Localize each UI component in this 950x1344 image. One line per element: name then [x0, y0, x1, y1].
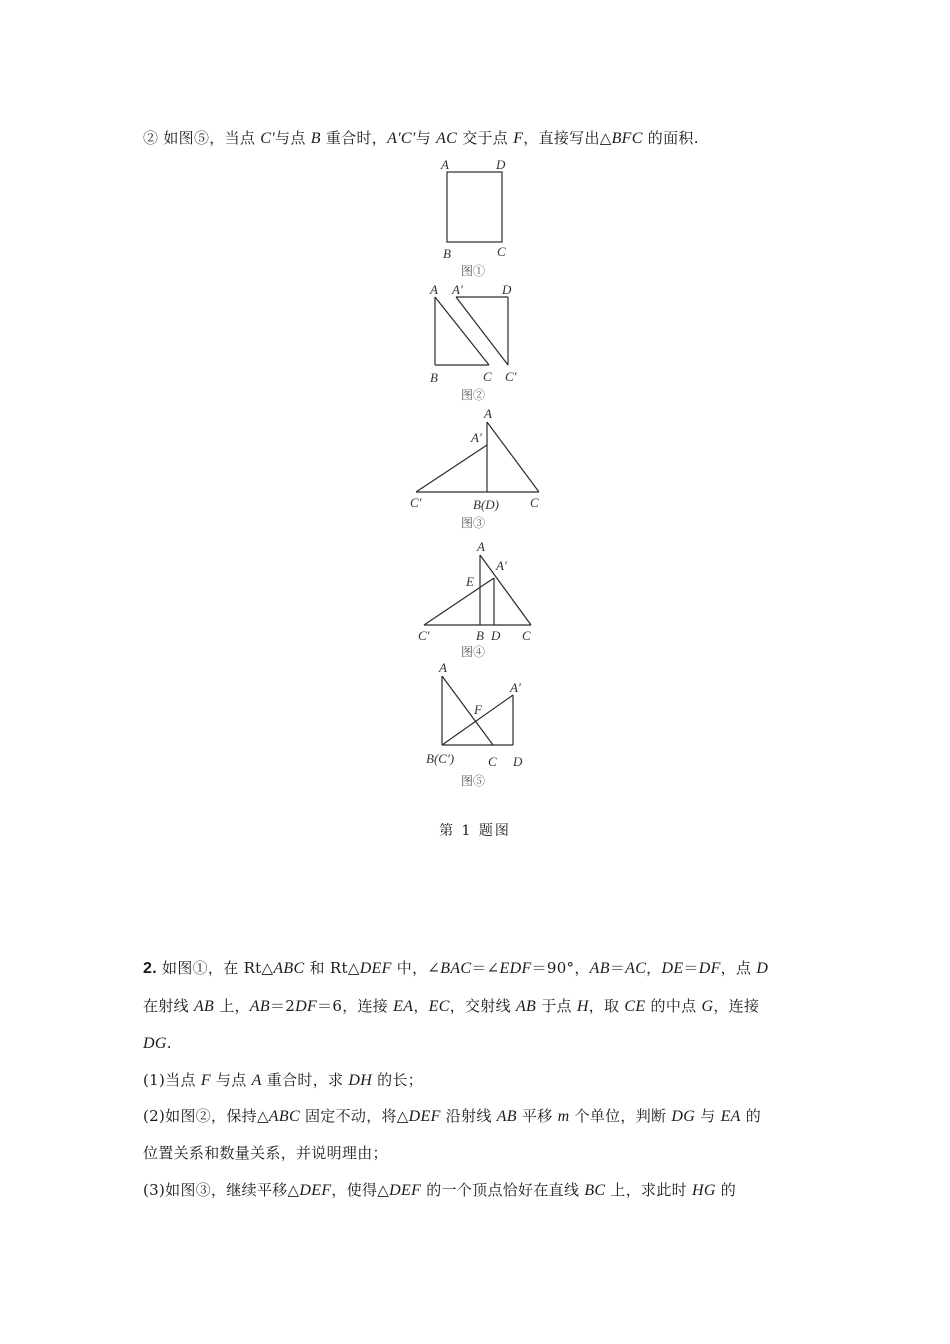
text: ，: [646, 959, 662, 977]
text: ＝∠: [471, 959, 500, 977]
label-b: B: [430, 370, 438, 385]
math-var: AC: [625, 960, 647, 977]
text: 位置关系和数量关系，并说明理由；: [143, 1144, 388, 1162]
question2-line2: [143, 996, 759, 1017]
label-b-d: B(D): [473, 497, 499, 512]
label-c: C: [488, 754, 497, 769]
math-var: BFC: [611, 130, 643, 147]
question2-part2-line1: [143, 1106, 761, 1127]
math-var: DG: [671, 1108, 696, 1125]
label-c: C: [522, 628, 531, 643]
question2-line3: [143, 1033, 172, 1054]
math-var: DEF: [408, 1108, 441, 1125]
text: ，: [413, 997, 429, 1015]
label-d: D: [513, 754, 523, 769]
label-c: C: [497, 244, 506, 259]
text: 与点: [210, 1071, 252, 1089]
figure-caption: 图⑤: [461, 774, 486, 788]
math-var: EA: [720, 1108, 741, 1125]
math-var: DH: [348, 1072, 373, 1089]
label-c-prime: C′: [505, 369, 517, 384]
text: 中，∠: [391, 959, 441, 977]
text: ＝90°，: [531, 959, 590, 977]
label-b: B: [443, 246, 451, 261]
math-var: DEF: [359, 960, 392, 977]
text: ＝: [683, 959, 699, 977]
text: 沿射线: [440, 1107, 497, 1125]
label-c: C: [483, 369, 492, 384]
label-a: A: [441, 157, 449, 172]
figure-caption: 图②: [461, 388, 486, 402]
text: ＝: [609, 959, 626, 977]
question-number: 2.: [143, 960, 157, 977]
label-b: B: [476, 628, 484, 643]
label-c: C: [530, 495, 539, 510]
math-var: HG: [692, 1182, 716, 1199]
math-var: m: [557, 1108, 570, 1125]
figure-5: [426, 660, 523, 788]
label-a: A: [477, 539, 485, 554]
label-c-prime: C′: [410, 495, 422, 510]
label-a: A: [439, 660, 447, 675]
label-b-c-prime: B(C′): [426, 751, 455, 766]
math-var: ABC: [268, 1108, 300, 1125]
text: ，交射线: [449, 997, 516, 1015]
math-var: A: [251, 1072, 262, 1089]
math-var: F: [200, 1072, 211, 1089]
text: (3)如图③，继续平移△: [143, 1181, 300, 1199]
label-d: D: [496, 157, 506, 172]
math-var: DE: [661, 960, 684, 977]
text: 的长；: [372, 1071, 424, 1089]
rectangle-abcd: [447, 172, 502, 242]
label-a-prime: A′: [496, 558, 507, 573]
math-var: DG: [143, 1035, 167, 1052]
math-var: AC: [436, 130, 458, 147]
math-var: F: [513, 130, 524, 147]
math-var: AB: [193, 998, 215, 1015]
math-var: AB: [249, 998, 270, 1015]
text: 上，求此时: [605, 1181, 692, 1199]
math-var: DF: [698, 960, 721, 977]
text: ，直接写出△: [523, 129, 612, 147]
math-var: AB: [515, 998, 537, 1015]
math-var: B: [310, 130, 321, 147]
label-a: A: [484, 406, 492, 421]
text: 与: [695, 1107, 721, 1125]
text: ＝2: [269, 997, 296, 1015]
math-var: EC: [428, 998, 450, 1015]
label-f: F: [474, 702, 482, 717]
label-a-prime: A′: [510, 680, 521, 695]
text: ，取: [588, 997, 625, 1015]
math-var: DEF: [299, 1182, 332, 1199]
question2-line1: [143, 958, 768, 979]
label-e: E: [466, 574, 474, 589]
label-a: A: [430, 282, 438, 297]
figure-caption: 图④: [461, 645, 486, 659]
math-var: AB: [589, 960, 610, 977]
text: .: [166, 1034, 172, 1052]
text: 与点: [275, 129, 311, 147]
math-var: AB: [496, 1108, 517, 1125]
figure-3: [410, 406, 539, 530]
math-var: BC: [584, 1182, 606, 1199]
text: 的: [740, 1107, 762, 1125]
math-var: DF: [295, 998, 318, 1015]
label-c-prime: C′: [418, 628, 430, 643]
figure-caption: 图①: [461, 264, 486, 278]
math-var: A′C′: [387, 130, 416, 147]
question2-part1: [143, 1070, 423, 1091]
text: ＝6，连接: [317, 997, 394, 1015]
text: ，使得△: [331, 1181, 390, 1199]
math-var: DEF: [389, 1182, 422, 1199]
text: 重合时，求: [261, 1071, 349, 1089]
math-var: H: [576, 998, 589, 1015]
text: 的面积.: [642, 129, 699, 147]
math-var: C′: [260, 130, 276, 147]
question2-part2-line2: [143, 1143, 388, 1163]
figure-1: [440, 157, 506, 278]
figure-2: [429, 282, 517, 402]
text: ② 如图⑤，当点: [143, 129, 261, 147]
text: (2)如图②，保持△: [143, 1107, 269, 1125]
text: ，连接: [713, 997, 760, 1015]
math-var: D: [756, 960, 769, 977]
text: 于点: [536, 997, 577, 1015]
text: 在射线: [143, 997, 194, 1015]
math-var: EDF: [499, 960, 532, 977]
label-d: D: [502, 282, 512, 297]
text: 个单位，判断: [569, 1107, 672, 1125]
figure-4: [418, 539, 531, 659]
text: 和 Rt△: [304, 959, 360, 977]
math-var: EA: [393, 998, 414, 1015]
text: (1)当点: [143, 1071, 201, 1089]
figure-group-caption: 第 1 题图: [439, 823, 511, 839]
label-a-prime: A′: [452, 282, 463, 297]
math-var: CE: [624, 998, 646, 1015]
text: 上，: [214, 997, 250, 1015]
text: 如图①，在 Rt△: [156, 959, 274, 977]
text: 平移: [516, 1107, 558, 1125]
math-var: BAC: [440, 960, 472, 977]
math-var: G: [701, 998, 714, 1015]
text: 重合时，: [320, 129, 388, 147]
text: 的中点: [645, 997, 702, 1015]
math-var: ABC: [273, 960, 305, 977]
text: 固定不动，将△: [299, 1107, 409, 1125]
figure-caption: 图③: [461, 516, 486, 530]
label-a-prime: A′: [471, 430, 482, 445]
text: 的一个顶点恰好在直线: [421, 1181, 585, 1199]
text: 与: [415, 129, 437, 147]
text: ，点: [720, 959, 757, 977]
label-d: D: [491, 628, 501, 643]
text: 交于点: [457, 129, 514, 147]
text: 的: [715, 1181, 737, 1199]
question2-part3: [143, 1180, 736, 1201]
